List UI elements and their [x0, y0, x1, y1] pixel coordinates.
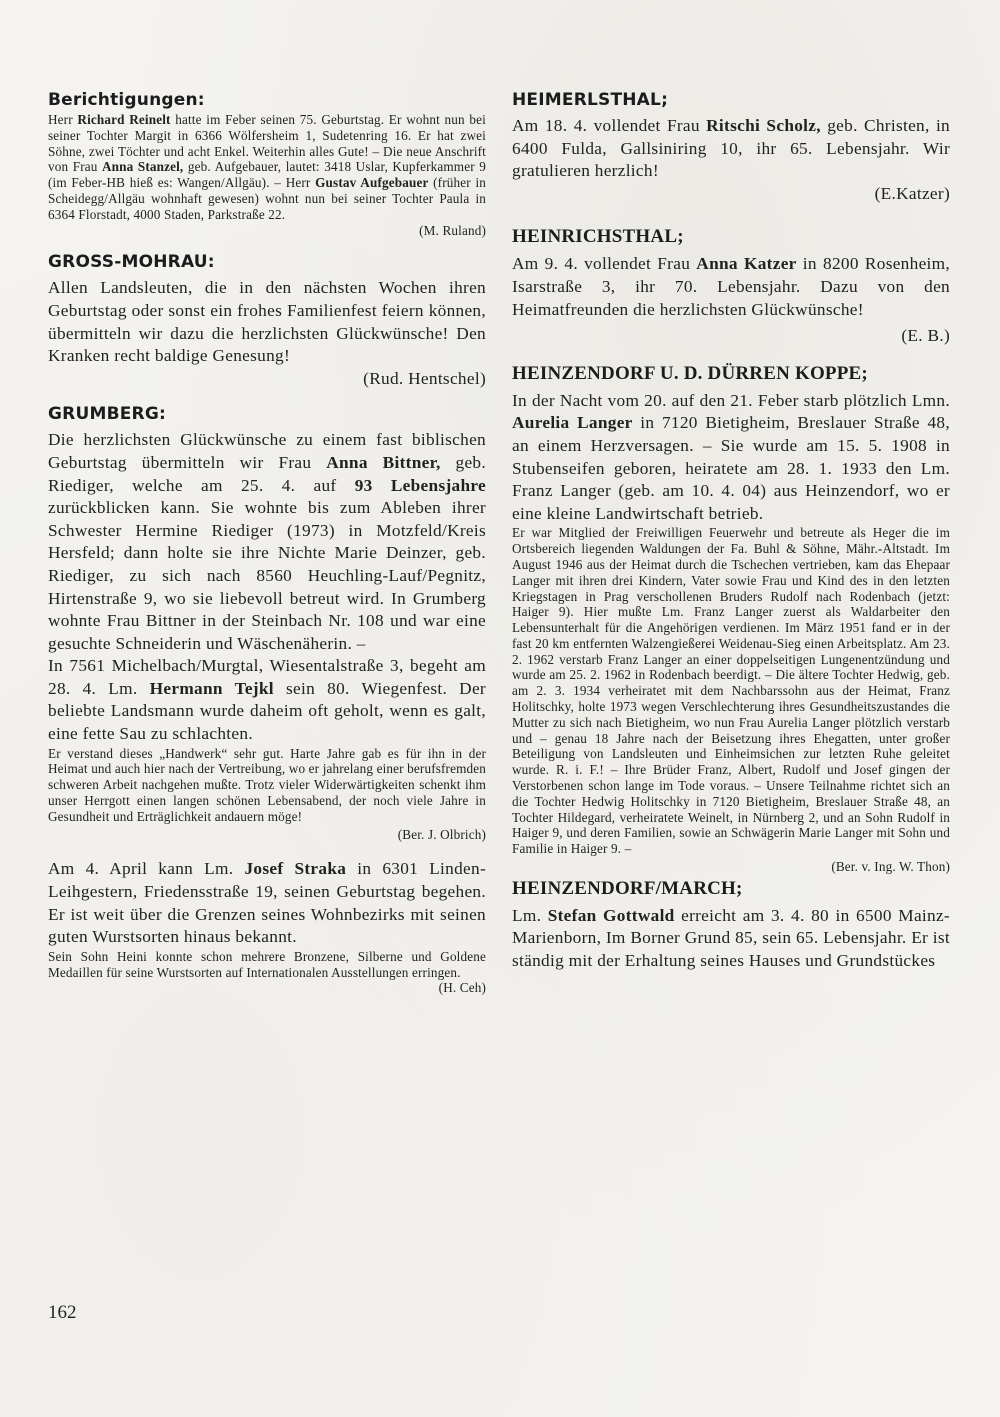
signature: (Ber. J. Olbrich) [397, 826, 486, 842]
body-text: (früher in Scheidegg/Allgäu wohnhaft gewesen) wohnt nun bei seiner Tochter Paula in 6364 Florstadt, 4000 Staden, Parkstraße 22. [48, 175, 486, 222]
section-heading: HEINZENDORF/MARCH; [512, 877, 743, 899]
body-text: Lm. [512, 905, 548, 925]
section-heinrichsthal [512, 225, 950, 347]
section-body [48, 858, 486, 948]
body-text: geb. Riediger, welche am 25. 4. auf [48, 452, 486, 495]
right-column [512, 90, 950, 973]
body-text: hatte im Feber seinen 75. Geburtstag. Er wohnt nun bei seiner Tochter Margit in 6366 Wölfersheim 1, Sudetenring 16. Er hat zwei Söhne, zwei Töchter und acht Enkel. Weiterhin alles Gute! – Die neue Anschrift von Frau [48, 112, 486, 175]
section-heading: HEINZENDORF U. D. DÜRREN KOPPE; [512, 362, 868, 384]
person-name: Ritschi Scholz, [706, 116, 821, 135]
body-text: in 8200 Rosenheim, Isarstraße 3, ihr 70. Lebensjahr. Dazu von den Heimatfreunden die herzlichsten Glückwünsche! [512, 254, 950, 319]
signature: (M. Ruland) [419, 222, 486, 238]
body-text: Am 4. April kann Lm. [48, 859, 245, 879]
section-body: Er verstand dieses „Handwerk“ sehr gut. Harte Jahre gab es für ihn in der Heimat und auch hier nach der Vertreibung, wo er jahrelang einer berufsfremden schweren Arbeit nachgehen mußte. Trotz vieler Widerwärtigkeiten schenkt ihm unser Herrgott einen langen schönen Lebensabend, der noch viele Jahre in Gesundheit und Erträglichkeit andauern möge! [48, 745, 486, 824]
left-column [48, 90, 486, 996]
section-heinzendorf-duerren-koppe [512, 362, 950, 875]
section-heading: GRUMBERG: [48, 404, 166, 425]
signature: (H. Ceh) [438, 980, 486, 996]
body-text: Am 18. 4. vollendet Frau [512, 116, 707, 135]
person-name: Stefan Gottwald [547, 905, 675, 925]
section-berichtigungen [48, 90, 486, 238]
body-text: in 7120 Bietigheim, Breslauer Straße 48, an einem Herzversagen. – Sie wurde am 15. 5. 1908 in Stubenseifen geboren, heiratete am 28. 1. 1933 den Lm. Franz Langer (geb. am 10. 4. 04) aus Heinzendorf, wo er eine kleine Landwirtschaft betrieb. [512, 413, 950, 523]
body-text: geb. Christen, in 6400 Fulda, Gallsiniring 10, ihr 65. Lebensjahr. Wir gratulieren herzlich! [512, 116, 950, 181]
person-name: Anna Katzer [696, 254, 797, 274]
body-text: In 7561 Michelbach/Murgtal, Wiesentalstraße 3, begeht am 28. 4. Lm. [48, 656, 486, 698]
section-heinzendorf-march [512, 877, 950, 973]
person-name: Josef Straka [244, 859, 347, 879]
section-body [48, 112, 486, 223]
section-body: Sein Sohn Heini konnte schon mehrere Bronzene, Silberne und Goldene Medaillen für seine Wurstsorten auf Internationalen Ausstellungen erringen. [48, 948, 486, 980]
body-text: erreicht am 3. 4. 80 in 6500 Mainz-Marienborn, Im Borner Grund 85, sein 65. Lebensjahr. Er ist ständig mit der Erhaltung seines Hauses und Grundstückes [512, 905, 950, 971]
section-heimerlsthal [512, 90, 950, 205]
page-number: 162 [48, 1302, 77, 1323]
signature: (Rud. Hentschel) [363, 368, 486, 388]
body-text: sein 80. Wiegenfest. Der beliebte Landsmann wurde daheim oft geholt, wenn es galt, eine fette Sau zu schlachten. [48, 678, 486, 744]
person-name: Richard Reinelt [77, 112, 171, 127]
section-grumberg [48, 404, 486, 996]
section-body [512, 115, 950, 183]
person-name: Anna Bittner, [326, 452, 441, 472]
body-text: zurückblicken kann. Sie wohnte bis zum Ableben ihrer Schwester Hermine Riediger (1973) in Motzfeld/Kreis Hersfeld; dann holte sie ihre Nichte Marie Deinzer, geb. Riediger, zu sich nach 8560 Heuchling-Lauf/Pegnitz, Hirtenstraße 9, wo sie liebevoll betreut wird. In Grumberg wohnte Frau Bittner in der Steinbach Nr. 108 und war eine gesuchte Schneiderin und Wäschenäherin. – [48, 498, 486, 653]
section-body [512, 905, 950, 973]
body-text: Am 9. 4. vollendet Frau [512, 254, 697, 274]
person-name: Aurelia Langer [512, 413, 633, 433]
section-heading: GROSS-MOHRAU: [48, 252, 215, 273]
section-body [512, 253, 950, 321]
section-body [512, 390, 950, 526]
section-body: Er war Mitglied der Freiwilligen Feuerwehr und betreute als Heger die im Ortsbereich liegenden Waldungen der Fa. Buhl & Söhne, Mähr.-Altstadt. Im August 1946 aus der Heimat durch die Tschechen vertrieben, kam das Ehepaar Langer mit ihren drei Kindern, Vater sowie Frau und Kind des in den letzten Kriegstagen in Prag verschollenen Bruders Rudolf nach Rodenbach (jetzt: Haiger 9). Hier mußte Lm. Franz Langer zuerst als Waldarbeiter den Lebensunterhalt für die Angehörigen verdienen. Im März 1951 fand er in der fast 20 km entfernten Walzengießerei Weidenau-Sieg einen Arbeitsplatz. Am 23. 2. 1962 verstarb Franz Langer an einer doppelseitigen Lungenentzündung und wurde am 25. 2. 1962 in Rodenbach beerdigt. – Die ältere Tochter Hedwig, geb. am 2. 3. 1934 verheiratet mit dem Nachbarssohn aus der Heimat, Franz Holitschky, holte 1973 wegen Verschlechterung ihres Gesundheitszustandes die Mutter zu sich nach Bietigheim, wo nun Frau Aurelia Langer plötzlich verstarb und – genau 18 Jahre nach der Beisetzung ihres Ehegatten, unter großer Beteiligung von Landsleuten und Einheimsichen zur letzten Ruhe geleitet wurde. R. i. F.! – Ihre Brüder Franz, Albert, Rudolf und Josef gingen der Verstorbenen schon lange im Tode voraus. – Unsere Teilnahme richtet sich an die Tochter Hedwig Holitschky in 7120 Bietigheim, Breslauer Straße 48, an Tochter Hildegard, verheiratete Weinelt, in Nürnberg 2, und an Sohn Rudolf in Haiger 9, und deren Familien, sowie an Schwägerin Marie Langer mit Sohn und Familie in Haiger 9. – [512, 525, 950, 857]
section-gross-mohrau [48, 252, 486, 390]
signature: (E.Katzer) [874, 183, 950, 203]
person-name: Anna Stanzel, [101, 159, 184, 175]
section-body: Allen Landsleuten, die in den nächsten Wochen ihren Geburtstag oder sonst ein frohes Familienfest feiern können, übermitteln wir dazu die herzlichsten Glückwünsche! Den Kranken recht baldige Genesung! [48, 278, 486, 366]
section-body [48, 429, 486, 655]
body-text: geb. Aufgebauer, lautet: 3418 Uslar, Kupferkammer 9 (im Feber-HB hieß es: Wangen/Allgäu). – Herr [48, 159, 486, 191]
body-text: Herr [48, 112, 78, 127]
section-heading: HEIMERLSTHAL; [512, 90, 669, 110]
section-heading: HEINRICHSTHAL; [512, 226, 684, 248]
section-body [48, 655, 486, 745]
section-heading: Berichtigungen: [48, 90, 205, 110]
signature: (E. B.) [901, 326, 950, 346]
person-name: Gustav Aufgebauer [315, 175, 429, 191]
highlight-text: 93 Lebensjahre [354, 475, 487, 495]
person-name: Hermann Tejkl [149, 678, 274, 698]
body-text: In der Nacht vom 20. auf den 21. Feber starb plötzlich Lmn. [512, 390, 950, 410]
body-text: in 6301 Linden-Leihgestern, Friedensstraße 19, seinen Geburtstag begehen. Er ist weit über die Grenzen seines Wohnbezirks mit seinen guten Wurstsorten hinaus bekannt. [48, 859, 486, 947]
signature: (Ber. v. Ing. W. Thon) [831, 859, 950, 875]
body-text: Die herzlichsten Glückwünsche zu einem fast biblischen Geburtstag übermitteln wir Frau [48, 430, 486, 472]
